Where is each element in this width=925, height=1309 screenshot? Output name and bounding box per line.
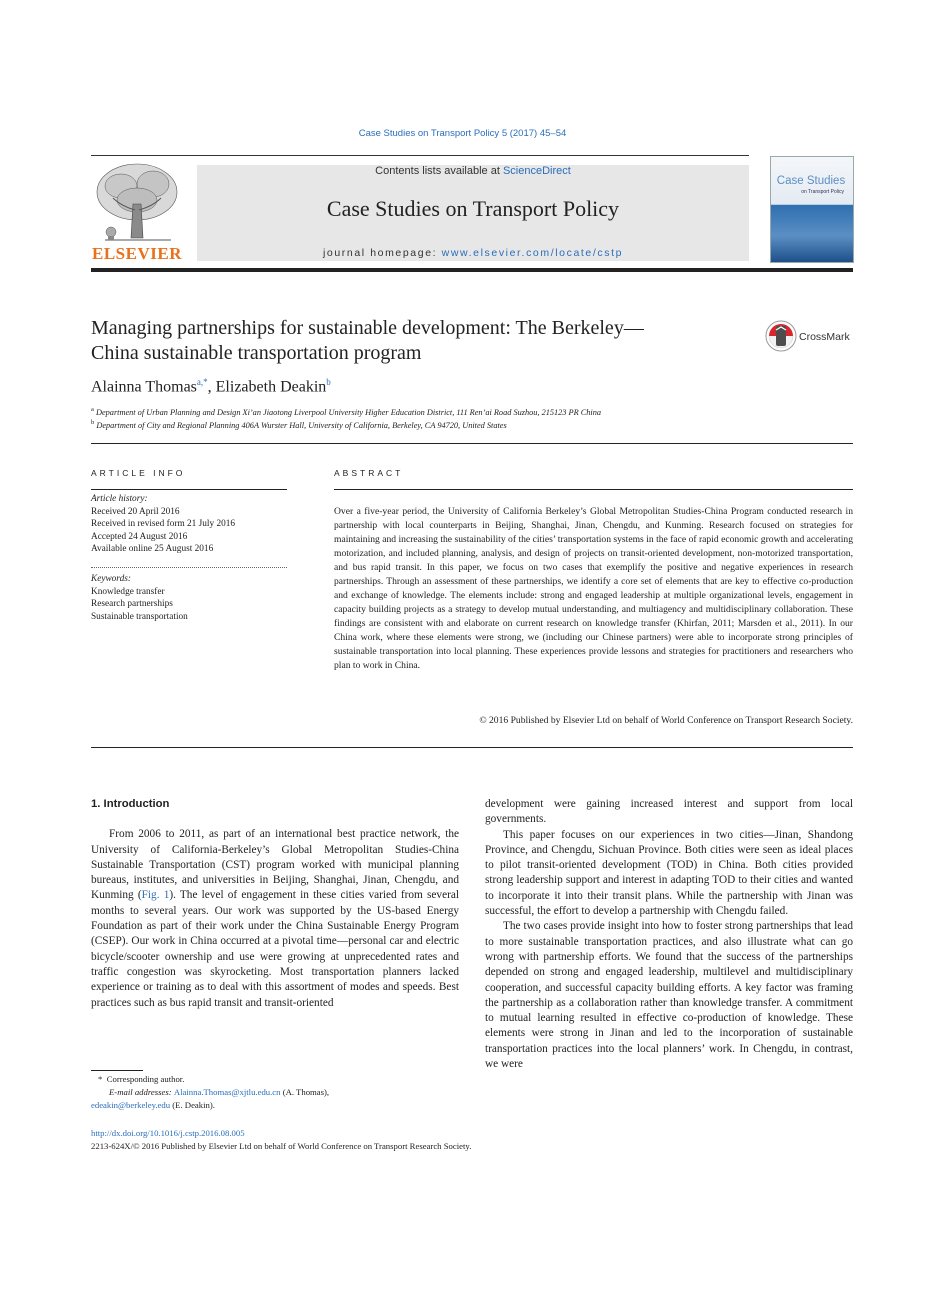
contents-prefix: Contents lists available at <box>375 165 503 177</box>
history-item: Received 20 April 2016 <box>91 506 180 517</box>
crossmark-label[interactable]: CrossMark <box>799 331 850 343</box>
abstract-bottom-rule <box>91 747 853 748</box>
abstract-text: Over a five-year period, the University of California Berkeley’s Global Metropolitan Studies-China Program conducted research in partnership with local counterparts in Beijing, Shanghai, Jinan, Chengdu, and Kunming. Research focused on strategies for maintaining and increasing the sustainability of the cities’ transportation systems in the face of rapid economic growth and accelerating motorization, and included planning, analysis, and design of projects on transit-oriented development, non-motorized transportation, and bus rapid transit. In this paper, we focus on two cases that exemplify the positive and negative experiences in research partnerships. Through an assessment of these partnerships, we identify a core set of elements that are key to effective co-production and exchange of knowledge. The elements include: strong and engaged leadership at multiple organizational levels, engagement in capacity building projects as a strategy to develop mutual understanding, and multiagency and multidisciplinary collaboration. These findings are consistent with and elaborate on current research on knowledge transfer (Khirfan, 2011; Marsden et al., 2011). In our China work, where these elements were strong, we (including our Chinese partners) were able to incorporate strong principles of sustainable transportation into local planning. These experiences provide lessons and strategies for practitioners and researchers who plan to work in China. <box>334 506 853 671</box>
body-paragraph: This paper focuses on our experiences in two cities—Jinan, Shandong Province, and Chengdu, Sichuan Province. Both cities were seen as ideal places to pilot transit-oriented development (TOD) in China. Both cities provided strong leadership support and interest in adapting TOD to their cities and wanted to incorporate it into their transit plans. While the partnership with Jinan was successful, the effort to develop a partnership with Chengdu failed. <box>485 828 853 918</box>
author-list <box>91 377 331 396</box>
footnote-text: Corresponding author. <box>106 1074 185 1084</box>
author-affil-marker[interactable]: a,* <box>196 377 208 387</box>
body-paragraph: The two cases provide insight into how to foster strong partnerships that lead to more sustainable transportation practices, and also illustrate what can go wrong with partnership efforts. We found that the success of the partnerships depended on strong and engaged leadership, multilevel and multidisciplinary cooperation, and successful capacity building efforts. A key factor was framing the partnership as a collaboration rather than knowledge transfer. A commitment to mutual learning resulted in effective co-production of knowledge. These elements were strong in Jinan and led to the incorporation of sustainable transportation practices into the local planners’ work. In Chengdu, in contrast, we were <box>485 920 853 1071</box>
article-title-line1: Managing partnerships for sustainable development: The Berkeley— <box>91 317 644 339</box>
email-owner: (E. Deakin). <box>170 1100 215 1110</box>
article-info-rule <box>91 489 287 490</box>
journal-cover-image <box>770 156 854 263</box>
email-owner: (A. Thomas), <box>280 1087 330 1097</box>
journal-citation[interactable]: Case Studies on Transport Policy 5 (2017) 45–54 <box>358 128 567 139</box>
history-label: Article history: <box>91 494 148 504</box>
footnote-rule <box>91 1070 143 1071</box>
homepage-link[interactable]: www.elsevier.com/locate/cstp <box>441 247 624 259</box>
issn-copyright: 2213-624X/© 2016 Published by Elsevier Ltd on behalf of World Conference on Transport Research Society. <box>91 1141 472 1151</box>
email-note <box>109 1087 329 1097</box>
keywords <box>91 573 287 623</box>
body-column-left <box>91 797 459 1011</box>
abstract-heading: ABSTRACT <box>334 468 404 478</box>
body-column-right <box>485 797 853 1072</box>
elsevier-wordmark: ELSEVIER <box>92 244 182 263</box>
abstract-copyright: © 2016 Published by Elsevier Ltd on behalf of World Conference on Transport Research Society. <box>479 715 853 726</box>
history-item: Available online 25 August 2016 <box>91 544 214 554</box>
contents-line <box>197 165 749 177</box>
section-heading: 1. Introduction <box>91 798 170 810</box>
sciencedirect-link[interactable]: ScienceDirect <box>502 165 571 177</box>
cover-subtitle: on Transport Policy <box>801 189 844 195</box>
keywords-label: Keywords: <box>91 574 131 584</box>
header-bottom-rule <box>91 268 853 272</box>
article-info-heading: ARTICLE INFO <box>91 468 186 478</box>
journal-homepage <box>197 247 749 259</box>
keyword-item: Knowledge transfer <box>91 586 165 597</box>
history-item: Received in revised form 21 July 2016 <box>91 519 236 529</box>
keyword-item: Research partnerships <box>91 599 173 609</box>
body-paragraph: development were gaining increased interest and support from local governments. <box>485 798 853 826</box>
doi-link[interactable]: http://dx.doi.org/10.1016/j.cstp.2016.08.005 <box>91 1128 245 1138</box>
history-item: Accepted 24 August 2016 <box>91 531 188 542</box>
email-note-cont <box>91 1100 215 1110</box>
paragraph-text: ). The level of engagement in these cities varied from several months to several years. Our work was supported by the US-based Energy Foundation as part of their work under the China Sustainable Energy Program (CSEP). Our work in China occurred at a pivotal time—personal car and electric bicycle/scooter ownership and use were growing at unprecedented rates and traffic congestion was skyrocketing. Most transportation planners lacked experience or training as to deal with this assortment of modes and speeds. Best practices such as bus rapid transit and transit-oriented <box>91 889 459 1009</box>
article-title-line2: China sustainable transportation program <box>91 342 422 364</box>
header-top-rule <box>91 155 749 156</box>
article-history <box>91 493 287 556</box>
author-affil-marker[interactable]: b <box>326 377 331 387</box>
keyword-item: Sustainable transportation <box>91 611 188 622</box>
affiliation-text: Department of City and Regional Planning 406A Wurster Hall, University of California, Berkeley, CA 94720, United States <box>96 420 507 430</box>
abstract-rule <box>334 489 853 490</box>
author-separator: , <box>207 378 216 396</box>
email-label: E-mail addresses: <box>109 1087 174 1097</box>
affiliation <box>91 419 507 430</box>
affiliation-label: b <box>91 419 95 426</box>
author-name[interactable]: Elizabeth Deakin <box>215 378 327 396</box>
article-title <box>91 316 751 366</box>
footnote-marker: * <box>98 1074 103 1084</box>
email-link[interactable]: Alainna.Thomas@xjtlu.edu.cn <box>173 1087 281 1097</box>
affiliation <box>91 406 601 417</box>
corresponding-author-note <box>98 1074 184 1084</box>
homepage-prefix: journal homepage: <box>322 247 442 259</box>
paragraph-text: From 2006 to 2011, as part of an international best practice network, the University of California-Berkeley’s Global Metropolitan Studies-China Sustainable Transportation (CST) program worked with municipal planning bureaus, institutes, and universities in Beijing, Shanghai, Jinan, Chengdu, and Kunming ( <box>91 828 459 902</box>
keywords-divider <box>91 567 287 568</box>
figure-link[interactable]: Fig. 1 <box>141 889 170 902</box>
body-paragraph <box>91 827 459 1011</box>
cover-title: Case Studies <box>776 175 846 187</box>
section-divider <box>91 443 853 444</box>
affiliation-text: Department of Urban Planning and Design Xi’an Jiaotong Liverpool University Higher Education District, 111 Ren’ai Road Suzhou, 215123 PR China <box>95 407 602 417</box>
author-name[interactable]: Alainna Thomas <box>91 378 197 396</box>
email-link[interactable]: edeakin@berkeley.edu <box>91 1100 171 1110</box>
affiliation-label: a <box>91 406 94 413</box>
journal-name: Case Studies on Transport Policy <box>326 196 620 221</box>
